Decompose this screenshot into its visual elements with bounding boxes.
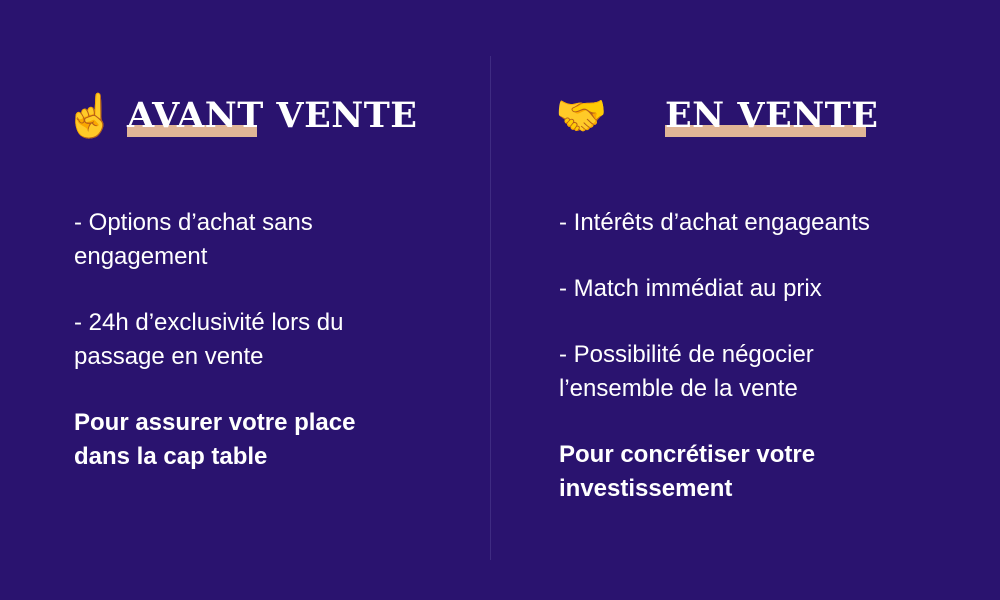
en-vente-title: EN VENTE [665, 95, 879, 136]
list-item [74, 306, 454, 374]
column-divider [490, 56, 491, 560]
avant-vente-list [74, 206, 454, 474]
callout-line: dans la cap table [74, 443, 268, 470]
list-item-line: l’ensemble de la vente [559, 375, 798, 402]
list-item [559, 272, 979, 306]
avant-vente-title: AVANT VENTE [127, 95, 418, 136]
list-item [74, 206, 454, 274]
list-item-line: passage en vente [74, 343, 264, 370]
list-item-line: - Options d’achat sans [74, 209, 313, 236]
en-vente-callout [559, 438, 979, 506]
list-item [559, 338, 979, 406]
avant-vente-callout [74, 406, 454, 474]
en-vente-list [559, 206, 979, 506]
list-item-line: - Possibilité de négocier [559, 341, 814, 368]
list-item-line: engagement [74, 243, 208, 270]
callout-line: Pour concrétiser votre [559, 441, 816, 468]
list-item [559, 206, 979, 240]
handshake-icon: 🤝 [555, 91, 608, 140]
callout-line: Pour assurer votre place [74, 409, 356, 436]
list-item-line: - 24h d’exclusivité lors du [74, 309, 344, 336]
list-item-line: - Intérêts d’achat engageants [559, 209, 870, 236]
callout-line: investissement [559, 475, 733, 502]
list-item-line: - Match immédiat au prix [559, 275, 822, 302]
pointing-finger-icon: ☝️ [64, 91, 117, 140]
